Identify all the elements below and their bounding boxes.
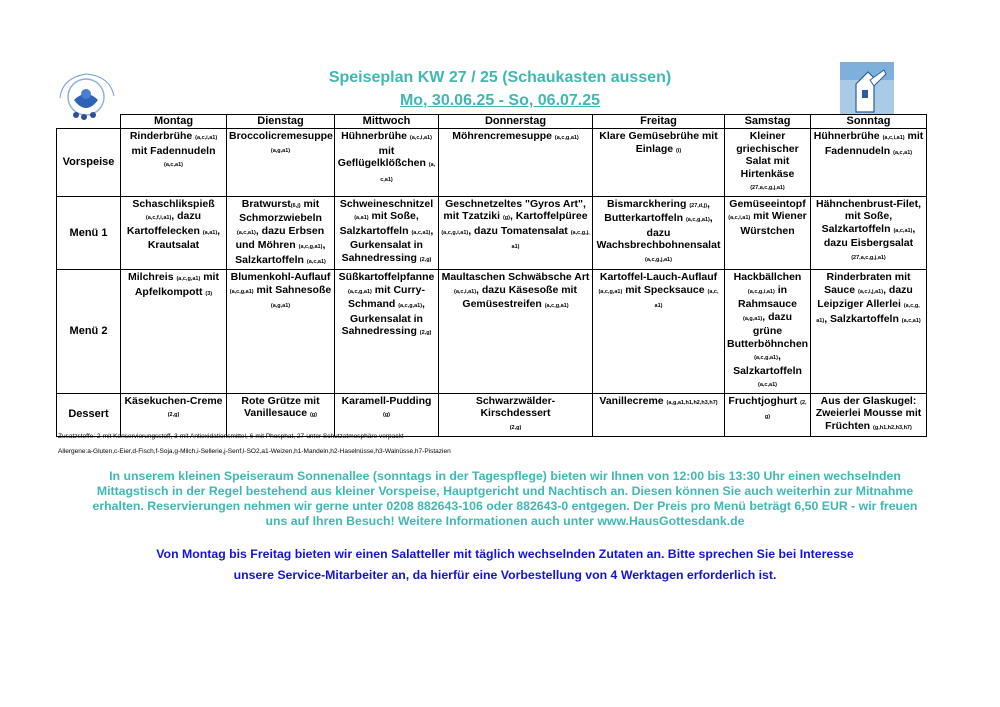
dish-cell [227, 393, 335, 436]
dish-text: Hühnerbrühe [341, 130, 410, 142]
dish-cell [811, 196, 927, 270]
allergen-code: (a,g,a1) [270, 147, 291, 154]
allergen-code: (a,c,a1) [164, 162, 183, 168]
allergen-code: (a,c,g,a1) [348, 288, 372, 295]
allergen-code: (a,c,a1) [236, 229, 256, 236]
allergen-code: (a,c,g,j,a1) [645, 256, 672, 263]
dish-text: , dazu Erbsen und Möhren [235, 224, 325, 251]
dish-text: Hackbällchen [733, 271, 802, 283]
dish-text: Rinderbraten mit Sauce [824, 271, 911, 296]
allergen-code: (a,c,g,j, [570, 229, 590, 236]
dish-cell [439, 270, 593, 394]
day-header: Donnerstag [439, 115, 593, 129]
dish-text: Schaschlikspieß [132, 197, 215, 210]
allergen-code: (a,c,a1) [411, 229, 431, 236]
info-line: uns auf Ihren Besuch! Weitere Informationen auch unter www.HausGottesdank.de [265, 514, 745, 528]
allergen-code: (a,c,a1) [893, 149, 913, 156]
allergen-code: (a,c,g, [903, 303, 920, 309]
dish-cell [121, 270, 227, 394]
dish-text: mit Fadennudeln [824, 130, 924, 157]
dish-text: , dazu Käsesoße mit Gemüsestreifen [462, 283, 577, 310]
row-label: Vorspeise [57, 129, 121, 197]
allergen-code: (a,c,f,i,a1) [145, 215, 172, 221]
allergen-code: (a,c,g,i,a1) [747, 288, 775, 295]
dish-cell [335, 129, 439, 197]
dish-text: , Salzkartoffeln [824, 312, 902, 325]
dish-text: mit Apfelkompott [134, 271, 219, 298]
dish-text: , dazu Kartoffelecken [126, 210, 203, 237]
dish-cell [811, 129, 927, 197]
allergen-code: (a,c,i,j,a1) [858, 288, 884, 295]
dish-text: Maultaschen Schwäbsche Art [441, 271, 590, 283]
info-line: erhalten. Reservierungen nehmen wir gerne unter 0208 882643-106 oder 882643-0 entgegen. Der Preis pro Menü beträgt 6,50 EUR - wir freuen [92, 499, 918, 513]
allergen-code: (a,c,a1) [306, 258, 326, 265]
dish-text: Rinderbrühe [129, 130, 196, 142]
day-header: Montag [121, 115, 227, 129]
dish-text: Karamell-Pudding [341, 394, 432, 407]
allergen-code: (2,g) [509, 424, 522, 431]
allergen-code: (2,g) [419, 330, 432, 336]
dish-text: Bismarckhering [607, 197, 690, 210]
day-header: Samstag [725, 115, 811, 129]
allergen-code: (a,c,g,a1) [298, 244, 323, 250]
row-label: Menü 2 [57, 270, 121, 394]
dish-cell [121, 196, 227, 270]
allergen-code: (a,g,a1) [742, 315, 763, 322]
dish-text: Käsekuchen-Creme [124, 394, 223, 407]
haus-gottesdank-logo [840, 62, 894, 114]
dish-text: Bratwurst [241, 197, 291, 210]
additives-note: Zusatzstoffe: 2-mit Konservierungsstoff, 3-mit Antioxidationsmittel, 6-mit Phosphat, 27-unter Schutzatmosphäre verpackt [58, 433, 404, 440]
dish-cell [227, 129, 335, 197]
dish-text: mit Curry-Schmand [348, 283, 425, 310]
dish-text: , Kartoffelpüree [509, 210, 588, 222]
dish-text: Broccolicremesuppe [229, 130, 333, 142]
dish-text: Milchreis [128, 271, 177, 283]
dish-cell [593, 270, 725, 394]
dish-cell [439, 129, 593, 197]
dish-text: Aus der Glaskugel: Zweierlei Mousse mit Früchten [815, 394, 922, 432]
allergen-code: (a,c,i,a1) [882, 135, 905, 141]
dish-cell [335, 393, 439, 436]
allergen-code: (2, [800, 399, 807, 406]
allergen-code: (a,c,g,a1) [754, 355, 778, 361]
allergen-code: (27,a,c,g,j,a1) [750, 185, 785, 191]
dish-text: , Krautsalat [147, 224, 221, 251]
dish-cell [227, 196, 335, 270]
dish-text: , dazu Eisbergsalat [823, 222, 916, 249]
day-header: Freitag [593, 115, 725, 129]
dish-cell [725, 270, 811, 394]
salad-text [80, 544, 930, 586]
dish-cell [335, 270, 439, 394]
dish-text: , dazu Tomatensalat [468, 224, 571, 237]
allergen-code: (a,g,a1) [270, 303, 291, 309]
allergen-code: (a,c,g,i,a1) [441, 229, 469, 236]
allergen-code: (g) [382, 412, 391, 418]
allergen-code: (i) [676, 147, 682, 154]
allergen-code: (3) [205, 290, 213, 297]
allergen-code: (a,c,i,a1) [195, 135, 218, 141]
allergen-code: a1) [816, 317, 825, 324]
allergen-code: (2,g) [419, 256, 432, 263]
dish-cell [725, 393, 811, 436]
dish-text: mit Soße, Salzkartoffeln [339, 210, 419, 237]
dish-text: Klare Gemüsebrühe mit Einlage [599, 130, 718, 155]
day-header: Dienstag [227, 115, 335, 129]
dish-cell [593, 129, 725, 197]
dish-text: mit Fadennudeln [131, 144, 216, 157]
dish-text: , dazu Wachsbrechbohnensalat [596, 212, 721, 251]
day-header: Mittwoch [335, 115, 439, 129]
dish-text: , dazu Leipziger Allerlei [817, 283, 913, 310]
allergens-note: Allergene:a-Gluten,c-Eier,d-Fisch,f-Soja,g-Milch,i-Sellerie,j-Senf,l-SO2,a1-Weizen,h1-Mandeln,h2-Haselnüsse,h3-Walnüsse,h7-Pistazien [58, 448, 451, 455]
dish-cell [121, 129, 227, 197]
allergen-code: (a,c,g,a1) [229, 288, 254, 295]
date-range: Mo, 30.06.25 - So, 06.07.25 [399, 92, 601, 109]
dish-text: Rote Grütze mit Vanillesauce [241, 394, 320, 419]
dish-text: , Gurkensalat in Sahnedressing [341, 224, 434, 264]
info-line: Mittagstisch in der Regel bestehend aus kleiner Vorspeise, Hauptgericht und Nachtisch an. Diesen können Sie auch weiterhin zur Mitnahme [96, 484, 914, 498]
dish-text: mit Schmorzwiebeln [239, 197, 322, 224]
dish-text: Gemüseeintopf [729, 197, 806, 210]
menu-row [57, 393, 927, 436]
dish-text: Schweineschnitzel [339, 197, 434, 210]
dish-text: Fruchtjoghurt [728, 394, 801, 407]
dish-cell [725, 196, 811, 270]
allergen-code: (g,h1,h2,h3,h7) [873, 424, 912, 431]
salad-line: unsere Service-Mitarbeiter an, da hierfür eine Vorbestellung von 4 Werktagen erforderlich ist. [233, 568, 777, 582]
dish-text: mit Specksauce [622, 283, 708, 296]
allergen-code: (a,c,g,a1) [598, 288, 623, 295]
allergen-code: a1) [654, 303, 663, 309]
dish-text: Möhrencremesuppe [452, 130, 555, 142]
dish-cell [439, 196, 593, 270]
dish-text: Geschnetzeltes "Gyros Art", mit Tzatziki [443, 197, 586, 222]
dish-text: , Gurkensalat in Sahnedressing [341, 298, 425, 337]
dish-text: , dazu grüne Butterböhnchen [727, 310, 809, 350]
allergen-code: (a,c,a1) [901, 317, 921, 324]
allergen-code: (a,c,g,a1) [176, 276, 201, 282]
allergen-code: (a,c, [707, 288, 719, 295]
day-header: Sonntag [811, 115, 927, 129]
salad-line: Von Montag bis Freitag bieten wir einen Salatteller mit täglich wechselnden Zutaten an. Bitte sprechen Sie bei Interesse [156, 547, 854, 561]
allergen-code: (a, [428, 162, 436, 168]
menu-row [57, 196, 927, 270]
allergen-code: (2,g) [167, 412, 180, 418]
dish-cell [725, 129, 811, 197]
allergen-code: (a,c,g,a1) [554, 135, 579, 141]
allergen-code: (a,c,i,a1) [454, 288, 477, 295]
dish-text: Hähnchenbrust-Filet, mit Soße, Salzkartoffeln [815, 197, 921, 235]
page-title: Speiseplan KW 27 / 25 (Schaukasten aussen) [328, 69, 672, 86]
allergen-code: (a,c,g,a1) [544, 303, 569, 309]
allergen-code: (a,c,a1) [758, 382, 777, 388]
dish-text: Vanillecreme [599, 394, 667, 407]
dish-text: , Salzkartoffeln [235, 239, 326, 266]
allergen-code: g) [764, 414, 771, 420]
dish-text: mit Sahnesoße [253, 283, 332, 296]
allergen-code: (a,c,i,a1) [409, 135, 432, 141]
allergen-code: (a,a1) [202, 229, 218, 236]
dish-text: Süßkartoffelpfanne [338, 271, 435, 283]
menu-row [57, 270, 927, 394]
dish-text: , Salzkartoffeln [733, 350, 802, 377]
dish-cell [121, 393, 227, 436]
allergen-code: (a,c,g,a1) [685, 217, 710, 223]
info-line: In unserem kleinen Speiseraum Sonnenallee (sonntags in der Tagespflege) bieten wir Ihnen von 12:00 bis 13:30 Uhr einen wechselnden [109, 469, 901, 483]
allergen-code: (a,a1) [354, 215, 369, 221]
allergen-code: (a,g,a1,h1,h2,h3,h7) [666, 399, 718, 406]
allergen-code: (a,c,a1) [893, 227, 913, 234]
dish-cell [335, 196, 439, 270]
dish-cell [593, 196, 725, 270]
dish-cell [811, 393, 927, 436]
menu-table [56, 114, 927, 437]
allergen-code: (6,j) [290, 202, 301, 209]
row-label: Dessert [57, 393, 121, 436]
dish-cell [593, 393, 725, 436]
dish-text: Hühnerbrühe [813, 130, 883, 142]
row-label: Menü 1 [57, 196, 121, 270]
dish-text: , Butterkartoffeln [604, 197, 710, 224]
allergen-code: (27,d,j) [689, 202, 708, 209]
allergen-code: (27,a,c,g,j,a1) [851, 254, 886, 261]
dish-cell [439, 393, 593, 436]
allergen-code: a1) [511, 244, 520, 250]
allergen-code: (g) [502, 215, 510, 221]
info-text [80, 469, 930, 529]
allergen-code: (g) [309, 412, 317, 418]
dish-text: Kleiner griechischer Salat mit Hirtenkäse [736, 130, 799, 180]
dish-text: Schwarzwälder-Kirschdessert [475, 394, 556, 419]
corner-cell [57, 115, 121, 129]
day-header-row [57, 115, 927, 129]
dish-cell [227, 270, 335, 394]
allergen-code: c,a1) [380, 176, 393, 183]
dish-text: in Rahmsauce [738, 283, 797, 310]
dish-text: mit Wiener Würstchen [740, 210, 807, 237]
dish-text: Kartoffel-Lauch-Auflauf [599, 271, 718, 283]
dish-text: mit Geflügelklößchen [337, 144, 429, 169]
allergen-code: (a,c,i,a1) [728, 215, 751, 221]
dish-text: Blumenkohl-Auflauf [230, 271, 331, 283]
dish-cell [811, 270, 927, 394]
menu-row [57, 129, 927, 197]
allergen-code: (a,c,g,a1) [398, 303, 423, 309]
